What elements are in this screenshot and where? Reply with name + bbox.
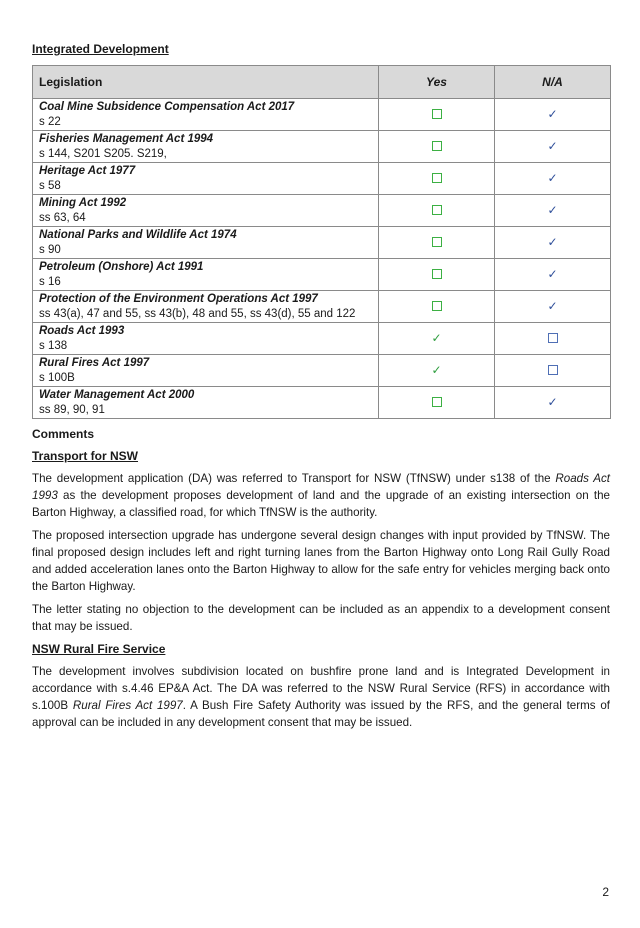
legislation-cell (33, 355, 379, 387)
act-section: s 138 (39, 340, 68, 352)
na-cell (495, 387, 611, 419)
yes-cell (379, 259, 495, 291)
yes-cell (379, 323, 495, 355)
checkbox-icon (432, 397, 442, 407)
rfs-p1-text-end: . A Bush Fire Safety Authority was issued by the RFS, and the general terms of approval can be included in any development consent that may be issued. (32, 699, 610, 729)
act-name: Fisheries Management Act 1994 (39, 133, 214, 145)
rfs-p1-italic: Rural Fires Act 1997 (72, 699, 183, 712)
legislation-cell (33, 259, 379, 291)
checkbox-icon (548, 365, 558, 375)
page-number: 2 (602, 885, 609, 899)
table-row (33, 387, 611, 419)
yes-cell (379, 163, 495, 195)
na-cell (495, 259, 611, 291)
act-name: Petroleum (Onshore) Act 1991 (39, 261, 204, 273)
na-cell (495, 323, 611, 355)
table-body (33, 99, 611, 419)
na-cell (495, 163, 611, 195)
document-page (32, 42, 610, 731)
table-row (33, 99, 611, 131)
rfs-heading: NSW Rural Fire Service (32, 642, 166, 656)
yes-cell (379, 131, 495, 163)
legislation-table (32, 65, 611, 419)
table-row (33, 227, 611, 259)
legislation-cell (33, 163, 379, 195)
transport-paragraph-1 (32, 470, 610, 521)
na-cell (495, 99, 611, 131)
legislation-cell (33, 99, 379, 131)
check-mark-icon: ✓ (547, 171, 558, 186)
checkbox-icon (432, 301, 442, 311)
yes-cell (379, 355, 495, 387)
na-cell (495, 227, 611, 259)
act-name: Mining Act 1992 (39, 197, 127, 209)
rfs-paragraph-1 (32, 663, 610, 731)
legislation-cell (33, 291, 379, 323)
check-mark-icon: ✓ (547, 107, 558, 122)
table-row (33, 131, 611, 163)
transport-heading: Transport for NSW (32, 449, 139, 463)
check-mark-icon: ✓ (547, 235, 558, 250)
checkbox-icon (432, 205, 442, 215)
na-cell (495, 355, 611, 387)
checkbox-icon (432, 173, 442, 183)
transport-p1-text: The development application (DA) was referred to Transport for NSW (TfNSW) under s138 of the (32, 472, 556, 485)
yes-cell (379, 227, 495, 259)
check-mark-icon: ✓ (547, 139, 558, 154)
check-mark-icon: ✓ (431, 331, 442, 346)
check-mark-icon: ✓ (547, 299, 558, 314)
checkbox-icon (548, 333, 558, 343)
transport-paragraph-2: The proposed intersection upgrade has undergone several design changes with input provided by TfNSW. The final proposed design includes left and right turning lanes from the Barton Highway onto Long Rail Gully Road and added acceleration lanes onto the Barton Highway to allow for the safe entry for vehicles merging back onto the Barton Highway. (32, 529, 610, 593)
check-mark-icon: ✓ (547, 395, 558, 410)
legislation-cell (33, 195, 379, 227)
act-section: s 90 (39, 244, 61, 256)
na-cell (495, 195, 611, 227)
table-row (33, 259, 611, 291)
legislation-cell (33, 131, 379, 163)
check-mark-icon: ✓ (547, 203, 558, 218)
yes-cell (379, 99, 495, 131)
act-name: Heritage Act 1977 (39, 165, 136, 177)
act-section: s 16 (39, 276, 61, 288)
act-name: Protection of the Environment Operations Act 1997 (39, 293, 318, 305)
header-legislation: Legislation (33, 66, 379, 99)
act-name: Rural Fires Act 1997 (39, 357, 150, 369)
transport-paragraph-3: The letter stating no objection to the development can be included as an appendix to a development consent that may be issued. (32, 603, 610, 633)
legislation-cell (33, 387, 379, 419)
act-name: Water Management Act 2000 (39, 389, 195, 401)
act-section: s 100B (39, 372, 75, 384)
checkbox-icon (432, 237, 442, 247)
legislation-cell (33, 323, 379, 355)
header-na: N/A (495, 66, 611, 99)
legislation-cell (33, 227, 379, 259)
act-name: National Parks and Wildlife Act 1974 (39, 229, 237, 241)
transport-p1-italic: Roads Act 1993 (32, 472, 610, 502)
act-name: Roads Act 1993 (39, 325, 125, 337)
check-mark-icon: ✓ (431, 363, 442, 378)
act-section: ss 89, 90, 91 (39, 404, 105, 416)
table-header-row (33, 66, 611, 99)
yes-cell (379, 195, 495, 227)
section-title: Integrated Development (32, 42, 169, 56)
checkbox-icon (432, 269, 442, 279)
act-section: ss 63, 64 (39, 212, 86, 224)
act-section: ss 43(a), 47 and 55, ss 43(b), 48 and 55, ss 43(d), 55 and 122 (39, 308, 356, 320)
act-name: Coal Mine Subsidence Compensation Act 2017 (39, 101, 295, 113)
table-row (33, 355, 611, 387)
act-section: s 58 (39, 180, 61, 192)
table-row (33, 323, 611, 355)
checkbox-icon (432, 109, 442, 119)
na-cell (495, 131, 611, 163)
yes-cell (379, 387, 495, 419)
act-section: s 144, S201 S205. S219, (39, 148, 167, 160)
comments-label: Comments (32, 427, 95, 441)
rfs-p1-text: The development involves subdivision located on bushfire prone land and is Integrated Development in accordance with s.4.46 EP&A Act. The DA was referred to the NSW Rural Service (RFS) in accordance with s.100B (32, 665, 610, 712)
table-row (33, 195, 611, 227)
na-cell (495, 291, 611, 323)
checkbox-icon (432, 141, 442, 151)
check-mark-icon: ✓ (547, 267, 558, 282)
table-row (33, 163, 611, 195)
transport-p1-text-end: as the development proposes development of land and the upgrade of an existing intersection on the Barton Highway, a classified road, for which TfNSW is the authority. (32, 489, 610, 519)
header-yes: Yes (379, 66, 495, 99)
yes-cell (379, 291, 495, 323)
act-section: s 22 (39, 116, 61, 128)
table-row (33, 291, 611, 323)
